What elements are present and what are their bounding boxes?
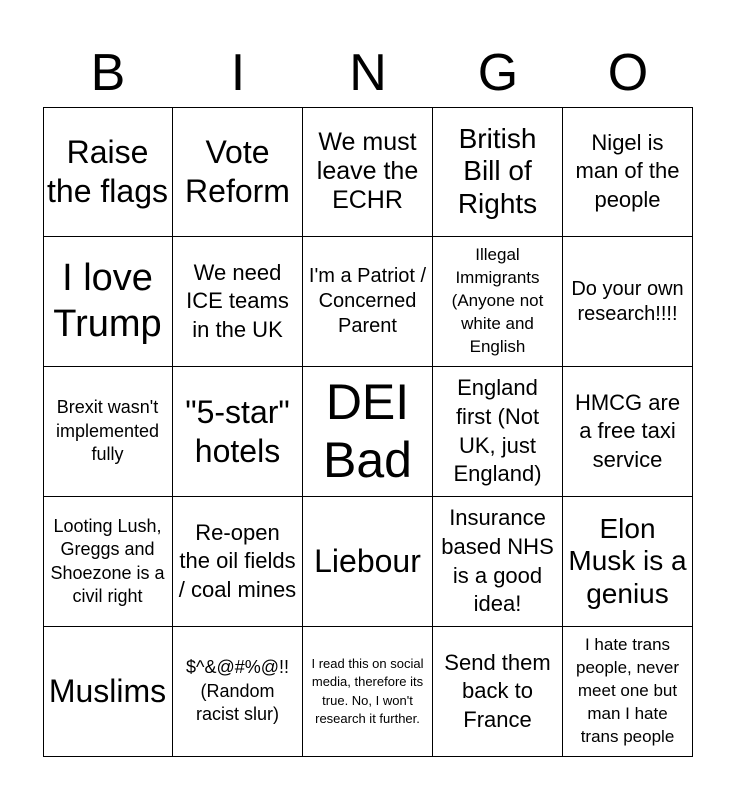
header-letter-o: O bbox=[607, 44, 649, 102]
header-letter-i: I bbox=[230, 44, 246, 102]
bingo-cell[interactable]: We need ICE teams in the UK bbox=[173, 237, 303, 367]
bingo-cell[interactable]: Re-open the oil fields / coal mines bbox=[173, 497, 303, 627]
bingo-cell[interactable]: Brexit wasn't implemented fully bbox=[43, 367, 173, 497]
bingo-cell[interactable]: Liebour bbox=[303, 497, 433, 627]
bingo-cell[interactable]: British Bill of Rights bbox=[433, 107, 563, 237]
bingo-cell[interactable]: $^&@#%@!! (Random racist slur) bbox=[173, 627, 303, 757]
header-letter-g: G bbox=[477, 44, 519, 102]
bingo-cell[interactable]: Insurance based NHS is a good idea! bbox=[433, 497, 563, 627]
bingo-cell[interactable]: "5-star" hotels bbox=[173, 367, 303, 497]
bingo-cell[interactable]: Nigel is man of the people bbox=[563, 107, 693, 237]
header-letter-n: N bbox=[349, 44, 387, 102]
header-letter-b: B bbox=[90, 44, 126, 102]
bingo-cell[interactable]: Elon Musk is a genius bbox=[563, 497, 693, 627]
bingo-cell[interactable]: I love Trump bbox=[43, 237, 173, 367]
bingo-cell[interactable]: Muslims bbox=[43, 627, 173, 757]
bingo-cell[interactable]: England first (Not UK, just England) bbox=[433, 367, 563, 497]
bingo-cell[interactable]: DEI Bad bbox=[303, 367, 433, 497]
bingo-cell[interactable]: Raise the flags bbox=[43, 107, 173, 237]
bingo-cell[interactable]: Vote Reform bbox=[173, 107, 303, 237]
bingo-cell[interactable]: Illegal Immigrants (Anyone not white and English bbox=[433, 237, 563, 367]
bingo-header bbox=[43, 40, 693, 106]
bingo-cell[interactable]: Looting Lush, Greggs and Shoezone is a civil right bbox=[43, 497, 173, 627]
bingo-board bbox=[43, 107, 693, 757]
bingo-cell[interactable]: I hate trans people, never meet one but man I hate trans people bbox=[563, 627, 693, 757]
bingo-cell[interactable]: I'm a Patriot / Concerned Parent bbox=[303, 237, 433, 367]
bingo-cell[interactable]: Send them back to France bbox=[433, 627, 563, 757]
bingo-cell[interactable]: I read this on social media, therefore its true. No, I won't research it further. bbox=[303, 627, 433, 757]
bingo-cell[interactable]: HMCG are a free taxi service bbox=[563, 367, 693, 497]
bingo-cell[interactable]: Do your own research!!!! bbox=[563, 237, 693, 367]
bingo-cell[interactable]: We must leave the ECHR bbox=[303, 107, 433, 237]
